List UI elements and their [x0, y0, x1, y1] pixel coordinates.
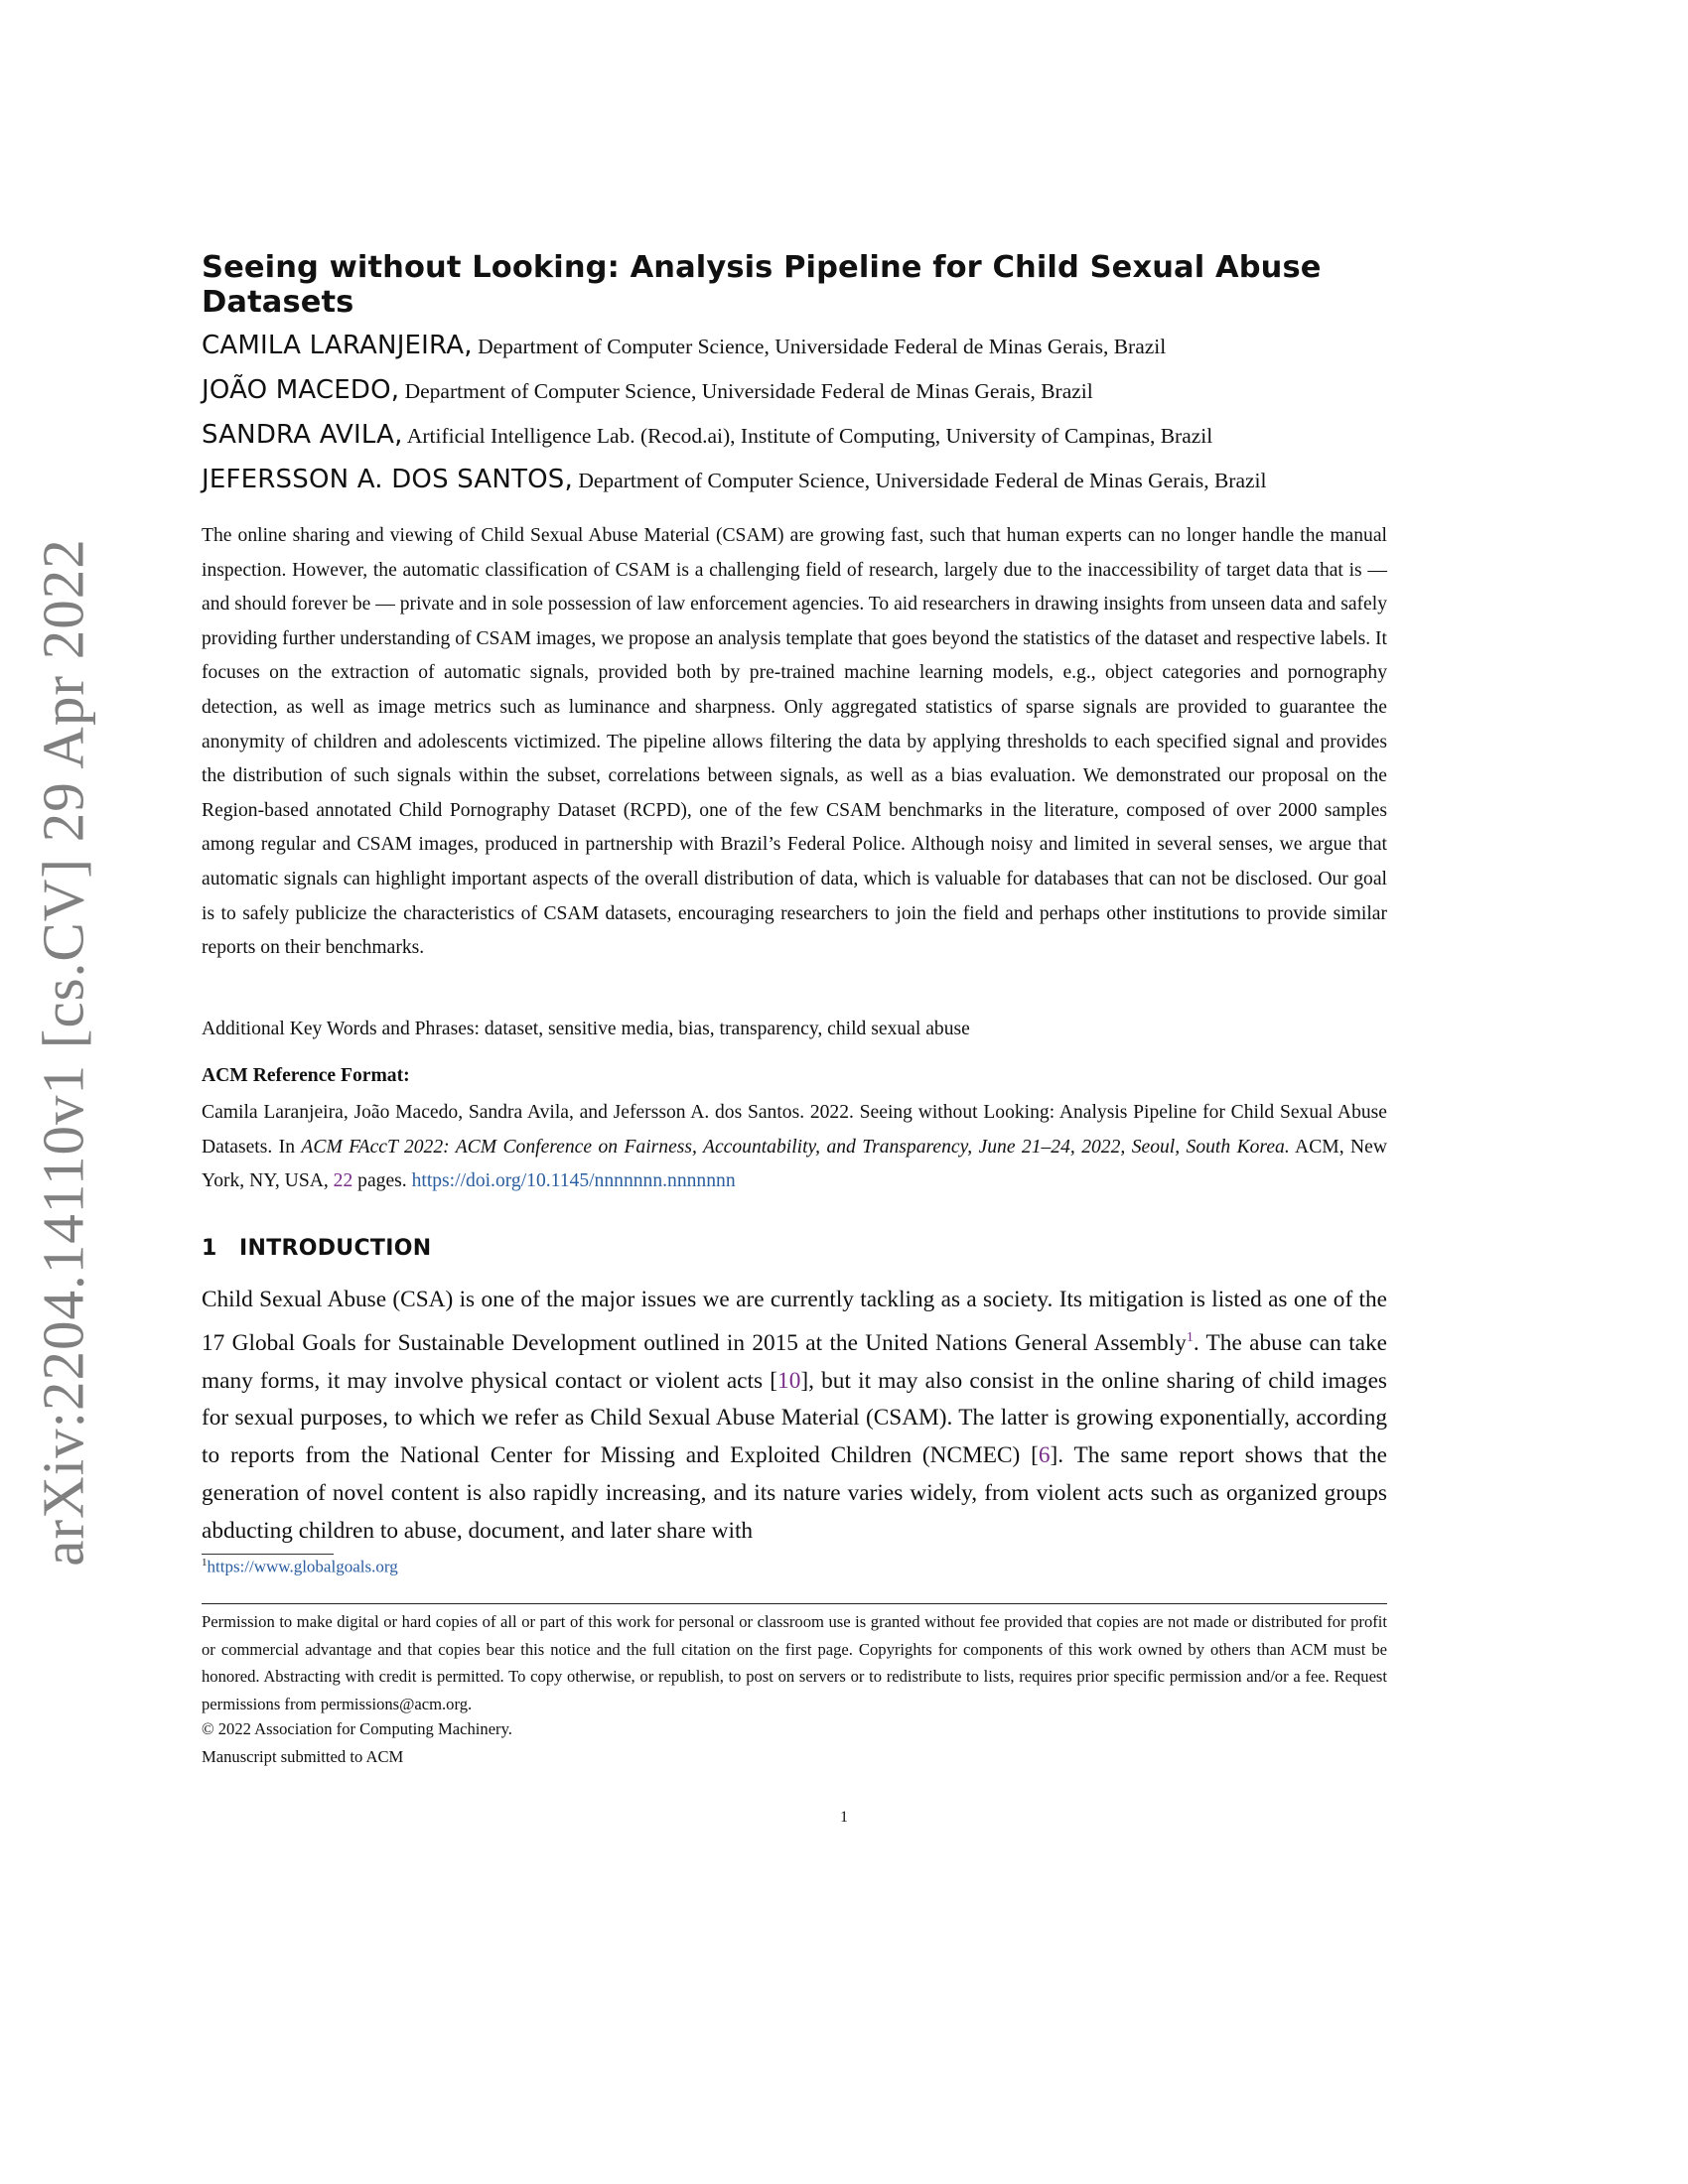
intro-text: ]. The same report shows that the generation of novel content is also rapidly increasing, and its nature varies widely, from violent acts such as organized groups abducting children to abuse, document, and later share with — [202, 1442, 1387, 1545]
footnote-divider — [202, 1554, 334, 1555]
section-title: INTRODUCTION — [239, 1236, 432, 1261]
author-name: JOÃO MACEDO, — [202, 375, 400, 405]
author-entry — [202, 368, 1387, 413]
permission-divider — [202, 1603, 1387, 1604]
arxiv-stamp-text: arXiv:2204.14110v1 [cs.CV] 29 Apr 2022 — [30, 538, 96, 1567]
citation-venue: ACM FAccT 2022: ACM Conference on Fairness, Accountability, and Transparency, June 21–24, 2022, Seoul, South Korea. — [301, 1136, 1290, 1158]
footnote-marker-link[interactable]: 1 — [1186, 1329, 1194, 1345]
acm-reference-heading: ACM Reference Format: — [202, 1065, 410, 1086]
author-entry — [202, 413, 1387, 458]
author-list — [202, 324, 1387, 502]
author-affiliation: Artificial Intelligence Lab. (Recod.ai), Institute of Computing, University of Campinas, Brazil — [406, 424, 1213, 448]
abstract: The online sharing and viewing of Child Sexual Abuse Material (CSAM) are growing fast, such that human experts can no longer handle the manual inspection. However, the automatic classification of CSAM is a challenging field of research, largely due to the inaccessibility of target data that is — and should forever be — private and in sole possession of law enforcement agencies. To aid researchers in drawing insights from unseen data and safely providing further understanding of CSAM images, we propose an analysis template that goes beyond the statistics of the dataset and respective labels. It focuses on the extraction of automatic signals, provided both by pre-trained machine learning models, e.g., object categories and pornography detection, as well as image metrics such as luminance and sharpness. Only aggregated statistics of sparse signals are provided to guarantee the anonymity of children and adolescents victimized. The pipeline allows filtering the data by applying thresholds to each specified signal and provides the distribution of such signals within the subset, correlations between signals, as well as a bias evaluation. We demonstrated our proposal on the Region-based annotated Child Pornography Dataset (RCPD), one of the few CSAM benchmarks in the literature, composed of over 2000 samples among regular and CSAM images, produced in partnership with Brazil’s Federal Police. Although noisy and limited in several senses, we argue that automatic signals can highlight important aspects of the overall distribution of data, which is valuable for databases that can not be disclosed. Our goal is to safely publicize the characteristics of CSAM datasets, encouraging researchers to join the field and perhaps other institutions to provide similar reports on their benchmarks. — [202, 525, 1387, 959]
footnote-url-link[interactable]: https://www.globalgoals.org — [207, 1557, 398, 1576]
permission-notice: Permission to make digital or hard copies of all or part of this work for personal or classroom use is granted without fee provided that copies are not made or distributed for profit or commercial advantage and that copies bear this notice and the full citation on the first page. Copyrights for components of this work owned by others than ACM must be honored. Abstracting with credit is permitted. To copy otherwise, or republish, to post on servers or to redistribute to lists, requires prior specific permission and/or a fee. Request permissions from permissions@acm.org. — [202, 1612, 1387, 1713]
author-affiliation: Department of Computer Science, Universidade Federal de Minas Gerais, Brazil — [404, 379, 1093, 403]
author-entry — [202, 458, 1387, 502]
intro-text: . The abuse can take many forms, it may involve physical contact or violent acts [ — [202, 1329, 1387, 1394]
citation-pages-link[interactable]: 22 — [333, 1170, 353, 1192]
author-entry — [202, 324, 1387, 368]
citation-link[interactable]: 6 — [1038, 1442, 1051, 1469]
section-heading — [202, 1236, 1387, 1261]
acm-reference-citation — [202, 1096, 1387, 1199]
author-affiliation: Department of Computer Science, Universidade Federal de Minas Gerais, Brazil — [578, 469, 1267, 492]
citation-pages-word: pages. — [352, 1170, 412, 1192]
keywords: Additional Key Words and Phrases: dataset, sensitive media, bias, transparency, child sexual abuse — [202, 1019, 970, 1039]
intro-text: Child Sexual Abuse (CSA) is one of the major issues we are currently tackling as a society. Its mitigation is listed as one of the 17 Global Goals for Sustainable Development outlined in 2015 at the United Nations General Assembly — [202, 1287, 1387, 1356]
footnote-mark: 1 — [202, 1557, 208, 1569]
author-affiliation: Department of Computer Science, Universidade Federal de Minas Gerais, Brazil — [478, 335, 1167, 358]
copyright-notice: © 2022 Association for Computing Machinery. — [202, 1719, 512, 1738]
citation-link[interactable]: 10 — [777, 1367, 801, 1394]
intro-text: ], but it may also consist in the online sharing of child images for sexual purposes, to which we refer as Child Sexual Abuse Material (CSAM). The latter is growing exponentially, according to reports from the National Center for Missing and Exploited Children (NCMEC) [ — [202, 1367, 1387, 1469]
arxiv-side-stamp — [24, 538, 103, 1567]
page-number: 1 — [840, 1809, 848, 1826]
author-name: JEFERSSON A. DOS SANTOS, — [202, 465, 573, 494]
manuscript-note: Manuscript submitted to ACM — [202, 1747, 404, 1766]
section-number: 1 — [202, 1236, 217, 1261]
footnote — [202, 1557, 1387, 1577]
citation-text: Camila Laranjeira, João Macedo, Sandra Avila, and Jefersson A. dos Santos. 2022. Seeing without Looking: Analysis Pipeline for Child Sexual Abuse Datasets. In — [202, 1102, 1387, 1158]
doi-link[interactable]: https://doi.org/10.1145/nnnnnnn.nnnnnnn — [411, 1170, 736, 1192]
author-name: CAMILA LARANJEIRA, — [202, 331, 473, 360]
citation-publisher: ACM, New York, NY, USA, — [202, 1136, 1387, 1192]
intro-paragraph — [202, 1282, 1387, 1551]
paper-title: Seeing without Looking: Analysis Pipeline for Child Sexual Abuse Datasets — [202, 250, 1322, 320]
author-name: SANDRA AVILA, — [202, 420, 403, 450]
